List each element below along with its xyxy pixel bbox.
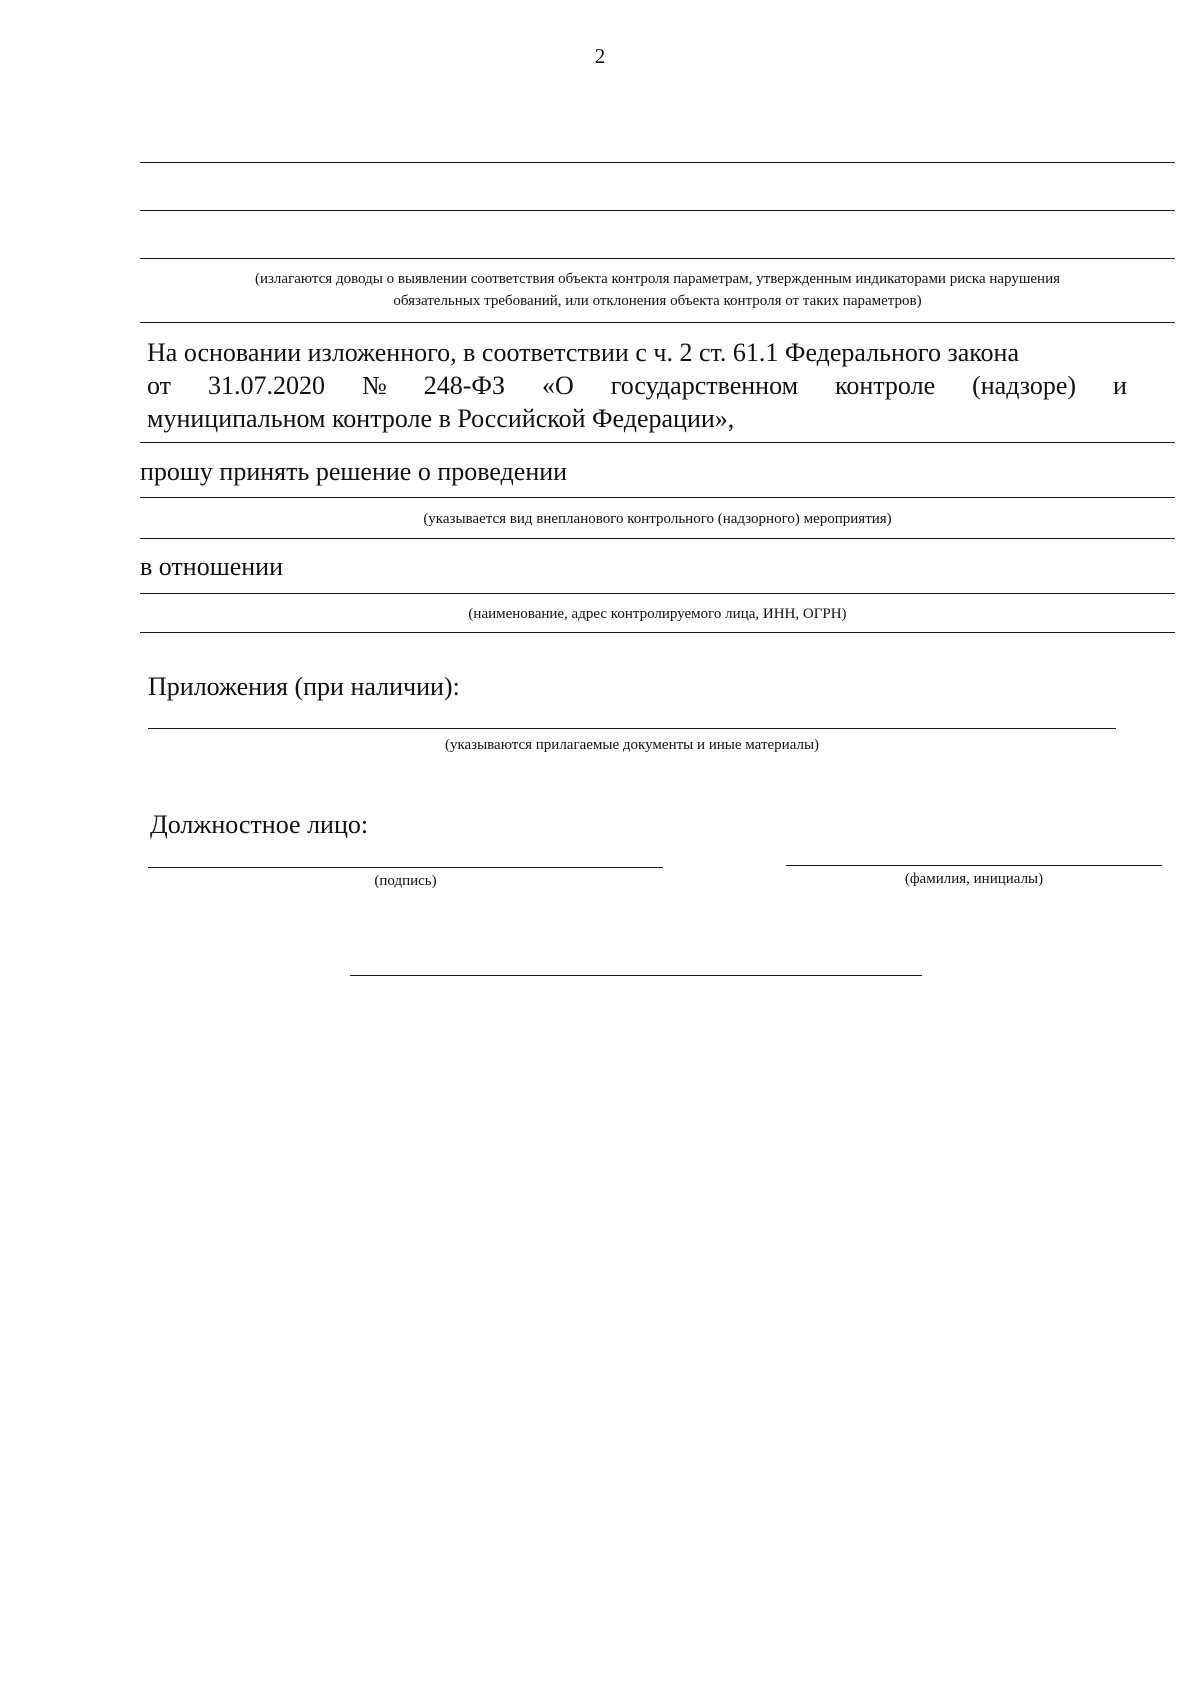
basis-word: 31.07.2020 [208, 371, 325, 400]
attachments-heading: Приложения (при наличии): [148, 672, 460, 701]
basis-line-3: муниципальном контроле в Российской Федерации», [147, 404, 735, 433]
separator-line [140, 322, 1175, 323]
justification-caption [140, 268, 1175, 312]
official-heading: Должностное лицо: [150, 810, 369, 839]
basis-word: 248-ФЗ [423, 371, 505, 400]
basis-word: государственном [610, 371, 799, 400]
blank-line-basis [140, 442, 1175, 443]
blank-line-justification-1 [140, 162, 1175, 163]
attachments-caption: (указываются прилагаемые документы и иные материалы) [444, 737, 820, 753]
name-caption: (фамилия, инициалы) [904, 871, 1044, 887]
signature-line [148, 867, 663, 868]
page-number: 2 [594, 44, 606, 68]
name-line [786, 865, 1162, 866]
justification-caption-line-1: (излагаются доводы о выявлении соответствия объекта контроля параметрам, утвержденным индикаторами риска нарушения [254, 271, 1061, 287]
blank-line-justification-3 [140, 258, 1175, 259]
blank-line-justification-2 [140, 210, 1175, 211]
basis-line-2 [147, 369, 1127, 402]
signature-caption: (подпись) [374, 873, 437, 889]
basis-paragraph [147, 336, 1127, 435]
basis-word: от [147, 371, 172, 400]
request-text: прошу принять решение о проведении [140, 457, 568, 486]
basis-word: и [1113, 371, 1127, 400]
basis-word: № [361, 371, 387, 400]
blank-line-controlled-person [140, 593, 1175, 594]
controlled-person-caption: (наименование, адрес контролируемого лица, ИНН, ОГРН) [468, 606, 847, 622]
basis-word: контроле [835, 371, 936, 400]
closing-line [350, 975, 922, 976]
basis-word: (надзоре) [972, 371, 1077, 400]
event-type-caption: (указывается вид внепланового контрольного (надзорного) мероприятия) [423, 511, 892, 527]
regarding-text: в отношении [140, 552, 284, 581]
justification-caption-line-2: обязательных требований, или отклонения объекта контроля от таких параметров) [393, 293, 922, 309]
blank-line-event-type [140, 497, 1175, 498]
basis-line-1: На основании изложенного, в соответствии с ч. 2 ст. 61.1 Федерального закона [147, 338, 1020, 367]
blank-line-attachments [148, 728, 1116, 729]
blank-line-controlled-person-2 [140, 632, 1175, 633]
basis-word: «О [541, 371, 574, 400]
blank-line-event-type-2 [140, 538, 1175, 539]
